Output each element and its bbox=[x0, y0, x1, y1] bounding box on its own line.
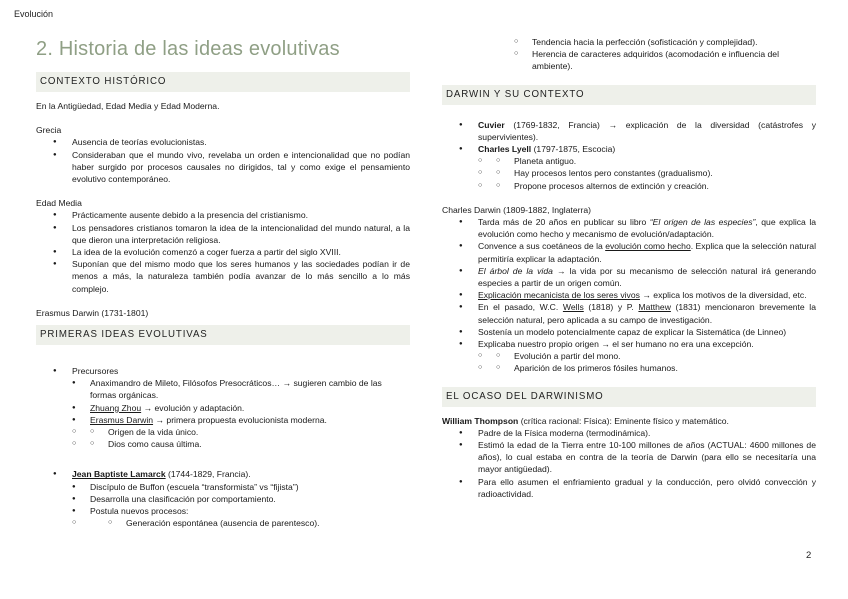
list-item-text: Propone procesos alternos de extinción y creación. bbox=[514, 180, 709, 191]
lyell-name: Charles Lyell bbox=[478, 144, 532, 155]
circle-bullet-icon: ○ ○ bbox=[496, 157, 501, 165]
list-item bbox=[442, 143, 816, 155]
list-item: ● Postula nuevos procesos: bbox=[36, 505, 410, 517]
list-item-text: → explica los motivos de la diversidad, etc. bbox=[639, 290, 807, 301]
list-item-text: Dios como causa última. bbox=[108, 439, 202, 450]
list-item: ● Sostenía un modelo potencialmente capaz de explicar la Sistemática (de Linneo) bbox=[442, 326, 816, 338]
list-item bbox=[442, 216, 816, 240]
list-item: ● Ausencia de teorías evolucionistas. bbox=[36, 136, 410, 148]
list-item bbox=[442, 119, 816, 143]
lamarck-item bbox=[36, 468, 410, 480]
list-item: ● Prácticamente ausente debido a la presencia del cristianismo. bbox=[36, 209, 410, 221]
circle-bullet-icon: ○ bbox=[514, 38, 519, 45]
lamarck-continued-list bbox=[442, 36, 816, 73]
list-item-text: , que explica la evolución como hecho y mecanismo de evolución/adaptación. bbox=[478, 217, 817, 240]
lamarck-list bbox=[36, 468, 410, 529]
erasmus-darwin-name: Erasmus Darwin bbox=[90, 414, 154, 425]
list-item-text: Convence a sus coetáneos de la bbox=[478, 241, 606, 252]
cuvier-name: Cuvier bbox=[478, 119, 505, 130]
circle-bullet-icon: ○ ○ bbox=[496, 169, 501, 177]
list-item bbox=[442, 36, 816, 48]
list-item bbox=[36, 426, 410, 438]
list-item bbox=[442, 48, 816, 72]
list-item bbox=[442, 180, 816, 192]
circle-bullet-icon: ○ ○ bbox=[108, 519, 113, 527]
left-column bbox=[36, 36, 410, 529]
list-item bbox=[442, 350, 816, 362]
list-item-text: Tendencia hacia la perfección (sofisticación y complejidad). bbox=[532, 37, 758, 47]
list-item-text: Origen de la vida único. bbox=[108, 427, 199, 438]
edad-media-list bbox=[36, 209, 410, 294]
circle-bullet-icon: ○ ○ bbox=[496, 364, 501, 372]
william-thompson-line bbox=[442, 415, 816, 427]
list-item: ● Explicaba nuestro propio origen → el ser humano no era una excepción. bbox=[442, 338, 816, 350]
list-item-text: . Explica que la selección natural permitiría explicar la adaptación. bbox=[478, 241, 816, 264]
page-number: 2 bbox=[806, 550, 812, 561]
list-item bbox=[442, 155, 816, 167]
list-item-text: Generación espontánea (ausencia de parentesco). bbox=[126, 518, 320, 529]
list-item-text: Herencia de caracteres adquiridos (acomodación e influencia del ambiente). bbox=[532, 49, 779, 72]
list-item-text: (1797-1875, Escocia) bbox=[531, 144, 616, 155]
circle-bullet-icon: ○ ○ bbox=[90, 428, 95, 436]
running-header: Evolución bbox=[14, 9, 54, 19]
list-item bbox=[36, 414, 410, 426]
circle-bullet-icon: ○ ○ bbox=[496, 181, 501, 189]
circle-bullet-icon: ○ ○ bbox=[496, 352, 501, 360]
matthew-name: Matthew bbox=[638, 302, 671, 313]
contexto-intro: En la Antigüedad, Edad Media y Edad Moderna. bbox=[36, 101, 220, 111]
wells-name: Wells bbox=[562, 302, 584, 313]
lamarck-dates: (1744-1829, Francia). bbox=[165, 469, 251, 480]
book-title: “El origen de las especies” bbox=[649, 217, 756, 228]
italic-term: El árbol de la vida bbox=[478, 265, 553, 276]
ocaso-list bbox=[442, 427, 816, 500]
section-heading-darwin: DARWIN Y SU CONTEXTO bbox=[442, 85, 816, 105]
list-item bbox=[442, 240, 816, 264]
list-item bbox=[442, 362, 816, 374]
list-item: ● Suponían que del mismo modo que los seres humanos y las sociedades podían ir de menos a más, la naturaleza también podía avanzar de lo más sencillo a lo más complejo. bbox=[36, 258, 410, 295]
grecia-label: Grecia bbox=[36, 125, 62, 136]
grecia-list bbox=[36, 136, 410, 185]
list-item: ● Consideraban que el mundo vivo, revelaba un orden e intencionalidad que no podían haber surgido por procesos causales no dirigidos, tal y como exige el pensamiento evolutivo contemporáneo. bbox=[36, 149, 410, 186]
section-heading-primeras: PRIMERAS IDEAS EVOLUTIVAS bbox=[36, 325, 410, 345]
erasmus-darwin-label: Erasmus Darwin (1731-1801) bbox=[36, 307, 149, 318]
right-column bbox=[442, 36, 816, 500]
list-item-text: Evolución a partir del mono. bbox=[514, 351, 621, 362]
list-item bbox=[442, 167, 816, 179]
section-heading-contexto: CONTEXTO HISTÓRICO bbox=[36, 72, 410, 92]
list-item-text: Aparición de los primeros fósiles humanos. bbox=[514, 363, 678, 374]
circle-bullet-icon: ○ bbox=[514, 50, 519, 58]
list-item: ● Desarrolla una clasificación por comportamiento. bbox=[36, 493, 410, 505]
list-item-text: En el pasado, W.C. bbox=[478, 302, 563, 313]
circle-bullet-icon: ○ ○ bbox=[90, 440, 95, 448]
list-item-text: (1769-1832, Francia) → explicación de la diversidad (catástrofes y supervivientes). bbox=[478, 119, 816, 142]
list-item-text: (1818) y P. bbox=[583, 302, 639, 313]
underlined-term: evolución como hecho bbox=[605, 241, 691, 252]
list-item bbox=[442, 301, 816, 325]
list-item: ● La idea de la evolución comenzó a coger fuerza a partir del siglo XVIII. bbox=[36, 246, 410, 258]
list-item-text: Tarda más de 20 años en publicar su libro bbox=[478, 217, 650, 228]
list-item bbox=[442, 265, 816, 289]
list-item: ● Padre de la Física moderna (termodinámica). bbox=[442, 427, 816, 439]
list-item-text: Hay procesos lentos pero constantes (gradualismo). bbox=[514, 168, 713, 179]
precursores-list bbox=[36, 365, 410, 450]
charles-darwin-list bbox=[442, 216, 816, 375]
list-item-text: → la vida por su mecanismo de selección natural irá generando especies a partir de un origen común. bbox=[478, 265, 816, 289]
william-thompson-name: William Thompson bbox=[442, 415, 519, 426]
underlined-term: Explicación mecanicista de los seres vivos bbox=[478, 290, 640, 301]
list-item bbox=[36, 438, 410, 450]
william-thompson-desc: (crítica racional: Física): Eminente físico y matemático. bbox=[518, 415, 729, 426]
zhuang-zhou-name: Zhuang Zhou bbox=[90, 402, 142, 413]
darwin-context-list bbox=[442, 119, 816, 192]
list-item-text: → primera propuesta evolucionista moderna. bbox=[153, 414, 327, 425]
list-item: ● Anaximandro de Mileto, Filósofos Presocráticos… → sugieren cambio de las formas orgánicas. bbox=[36, 377, 410, 401]
list-item-text: Planeta antiguo. bbox=[514, 156, 577, 167]
edad-media-label: Edad Media bbox=[36, 198, 82, 209]
list-item: ● Los pensadores cristianos tomaron la idea de la intencionalidad del mundo natural, a la que dieron una interpretación religiosa. bbox=[36, 222, 410, 246]
list-item: ● Estimó la edad de la Tierra entre 10-100 millones de años (ACTUAL: 4600 millones de años), lo cual estaba en contra de la teoría de Darwin (para ello se necesitaría una mayor antigüedad). bbox=[442, 439, 816, 476]
lamarck-name: Jean Baptiste Lamarck bbox=[72, 469, 166, 480]
page-title: 2. Historia de las ideas evolutivas bbox=[36, 38, 340, 60]
list-item: ● Discípulo de Buffon (escuela “transformista” vs “fijista”) bbox=[36, 481, 410, 493]
precursores-label: ● Precursores bbox=[36, 365, 410, 377]
section-heading-ocaso: EL OCASO DEL DARWINISMO bbox=[442, 387, 816, 407]
list-item: ● Para ello asumen el enfriamiento gradual y la conducción, pero olvidó convección y radioactividad. bbox=[442, 476, 816, 500]
list-item bbox=[36, 517, 410, 529]
list-item-text: → evolución y adaptación. bbox=[141, 402, 245, 413]
list-item bbox=[442, 289, 816, 301]
list-item-text: (1831) mencionaron brevemente la selección natural, pero aplicada a su campo de investigación. bbox=[478, 302, 816, 325]
list-item bbox=[36, 402, 410, 414]
charles-darwin-label: Charles Darwin (1809-1882, Inglaterra) bbox=[442, 204, 592, 215]
